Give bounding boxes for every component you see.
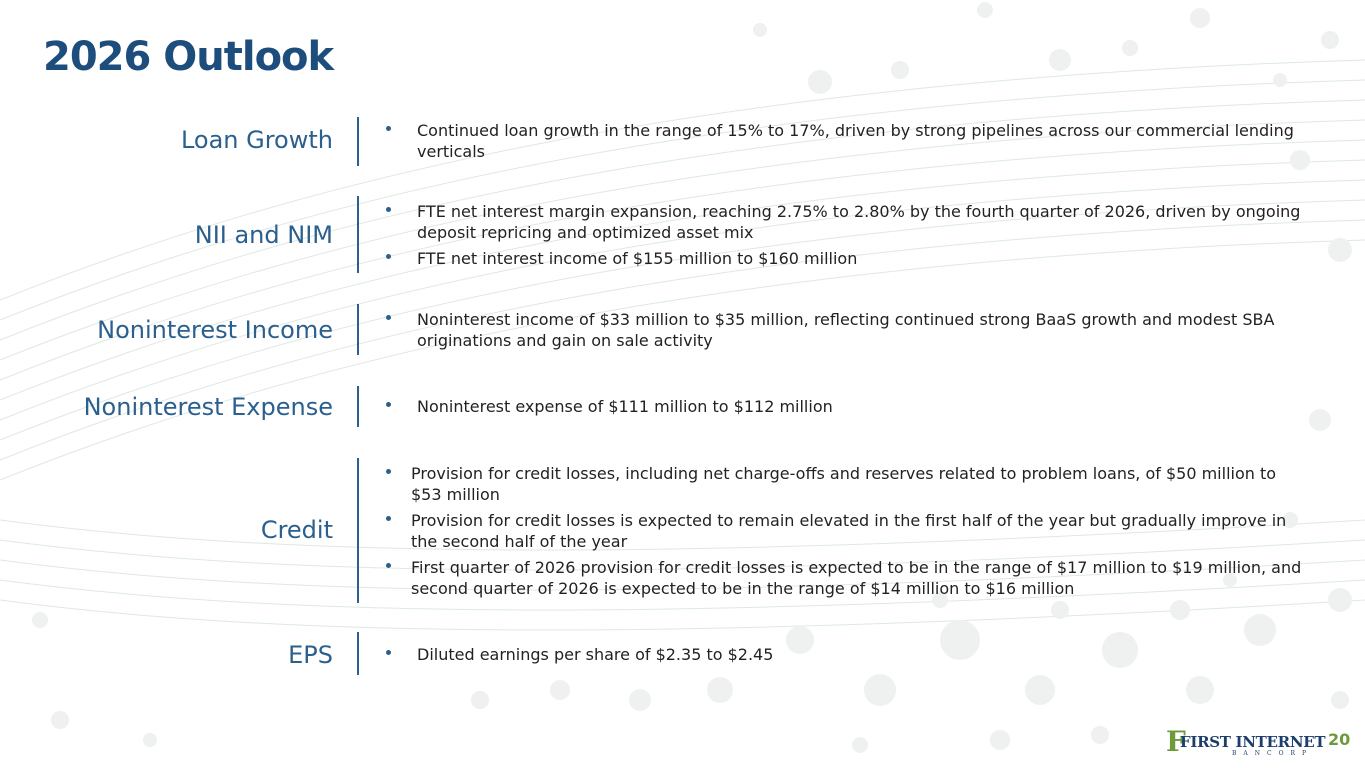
section-label-credit: Credit (260, 516, 333, 544)
bullet-item: Noninterest expense of $111 million to $112 million (385, 396, 1310, 417)
bullet-item: Noninterest income of $33 million to $35 million, reflecting continued strong BaaS growth and modest SBA originations and gain on sale activity (385, 309, 1310, 351)
bullet-item: Provision for credit losses is expected to remain elevated in the first half of the year but gradually improve in the second half of the year (385, 510, 1310, 552)
bullet-list-noninterest-income (385, 309, 1310, 356)
page-number: 20 (1328, 730, 1351, 749)
logo-subtext: BANCORP (1232, 750, 1314, 757)
section-divider (357, 196, 359, 273)
section-divider (357, 632, 359, 675)
section-label-nii-nim: NII and NIM (194, 221, 333, 249)
section-label-eps: EPS (288, 641, 333, 669)
bullet-list-nii-nim (385, 201, 1310, 274)
bullet-item: Diluted earnings per share of $2.35 to $2.45 (385, 644, 1310, 665)
bullet-item: Continued loan growth in the range of 15% to 17%, driven by strong pipelines across our commercial lending verticals (385, 120, 1310, 162)
bullet-item: FTE net interest income of $155 million to $160 million (385, 248, 1310, 269)
section-divider (357, 304, 359, 355)
section-divider (357, 386, 359, 427)
logo-initial: F (1166, 725, 1186, 758)
section-label-noninterest-income: Noninterest Income (97, 316, 333, 344)
bullet-item: Provision for credit losses, including net charge-offs and reserves related to problem loans, of $50 million to $53 million (385, 463, 1310, 505)
section-label-noninterest-expense: Noninterest Expense (83, 393, 333, 421)
section-divider (357, 458, 359, 603)
bullet-list-eps (385, 644, 1310, 670)
page-title: 2026 Outlook (43, 34, 334, 80)
bullet-list-credit (385, 463, 1310, 604)
bullet-item: First quarter of 2026 provision for credit losses is expected to be in the range of $17 million to $19 million, and second quarter of 2026 is expected to be in the range of $14 million to $16 million (385, 557, 1310, 599)
section-divider (357, 117, 359, 166)
bullet-list-noninterest-expense (385, 396, 1310, 422)
bullet-item: FTE net interest margin expansion, reaching 2.75% to 2.80% by the fourth quarter of 2026, driven by ongoing deposit repricing and optimized asset mix (385, 201, 1310, 243)
bullet-list-loan-growth (385, 120, 1310, 167)
logo-text: FIRST INTERNET (1180, 733, 1326, 751)
section-label-loan-growth: Loan Growth (180, 126, 333, 154)
